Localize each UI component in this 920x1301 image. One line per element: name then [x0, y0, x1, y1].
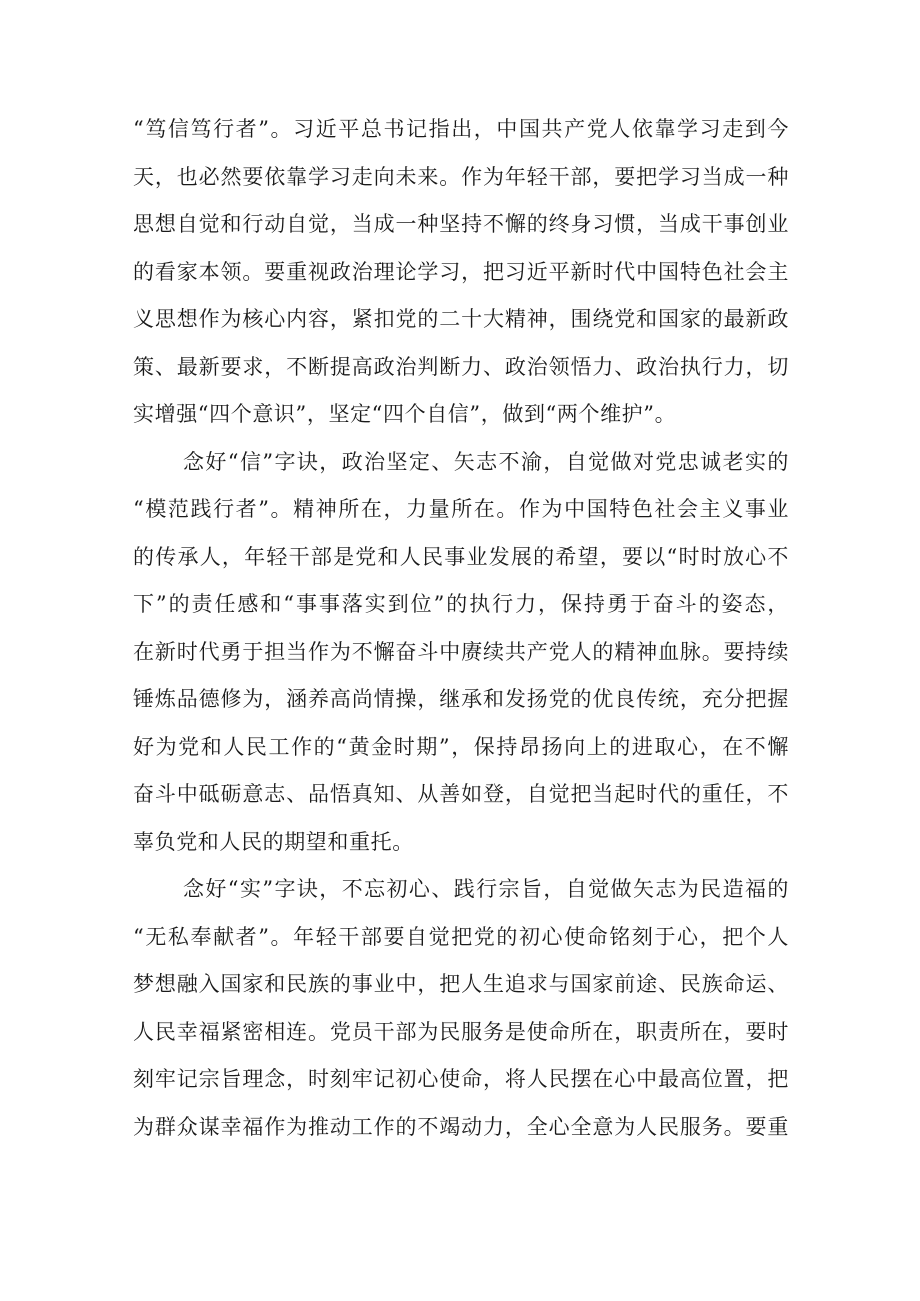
text-line: 在新时代勇于担当作为不懈奋斗中赓续共产党人的精神血脉。要持续 — [133, 639, 789, 664]
text-line: 的看家本领。要重视政治理论学习，把习近平新时代中国特色社会主 — [133, 259, 789, 284]
text-line: 天，也必然要依靠学习走向未来。作为年轻干部，要把学习当成一种 — [133, 164, 789, 189]
document-body — [133, 106, 789, 1151]
text-line: “无私奉献者”。年轻干部要自觉把党的初心使命铭刻于心，把个人 — [133, 924, 789, 949]
text-line: “笃信笃行者”。习近平总书记指出，中国共产党人依靠学习走到今 — [133, 117, 789, 141]
paragraph-3 — [133, 866, 789, 1151]
text-line: 的传承人，年轻干部是党和人民事业发展的希望，要以“时时放心不 — [133, 544, 789, 569]
paragraph-2 — [133, 439, 789, 867]
text-line: 人民幸福紧密相连。党员干部为民服务是使命所在，职责所在，要时 — [133, 1019, 789, 1044]
text-line: 策、最新要求，不断提高政治判断力、政治领悟力、政治执行力，切 — [133, 354, 789, 379]
text-line: 为群众谋幸福作为推动工作的不竭动力，全心全意为人民服务。要重 — [133, 1114, 789, 1139]
text-line: 奋斗中砥砺意志、品悟真知、从善如登，自觉把当起时代的重任，不 — [133, 782, 789, 806]
text-line: 刻牢记宗旨理念，时刻牢记初心使命，将人民摆在心中最高位置，把 — [133, 1067, 789, 1091]
text-line: 好为党和人民工作的“黄金时期”，保持昂扬向上的进取心，在不懈 — [133, 734, 789, 759]
text-line: 思想自觉和行动自觉，当成一种坚持不懈的终身习惯，当成干事创业 — [133, 212, 789, 236]
text-line: 辜负党和人民的期望和重托。 — [133, 829, 414, 854]
text-line: 义思想作为核心内容，紧扣党的二十大精神，围绕党和国家的最新政 — [133, 307, 789, 331]
text-line: 念好“实”字诀，不忘初心、践行宗旨，自觉做矢志为民造福的 — [183, 877, 789, 901]
text-line: 实增强“四个意识”，坚定“四个自信”，做到“两个维护”。 — [133, 402, 677, 426]
text-line: 锤炼品德修为，涵养高尚情操，继承和发扬党的优良传统，充分把握 — [133, 687, 789, 711]
text-line: 念好“信”字诀，政治坚定、矢志不渝，自觉做对党忠诚老实的 — [183, 449, 789, 474]
text-line: 梦想融入国家和民族的事业中，把人生追求与国家前途、民族命运、 — [133, 972, 789, 996]
text-line: 下”的责任感和“事事落实到位”的执行力，保持勇于奋斗的姿态， — [133, 592, 789, 616]
paragraph-1 — [133, 106, 789, 439]
text-line: “模范践行者”。精神所在，力量所在。作为中国特色社会主义事业 — [133, 497, 789, 521]
